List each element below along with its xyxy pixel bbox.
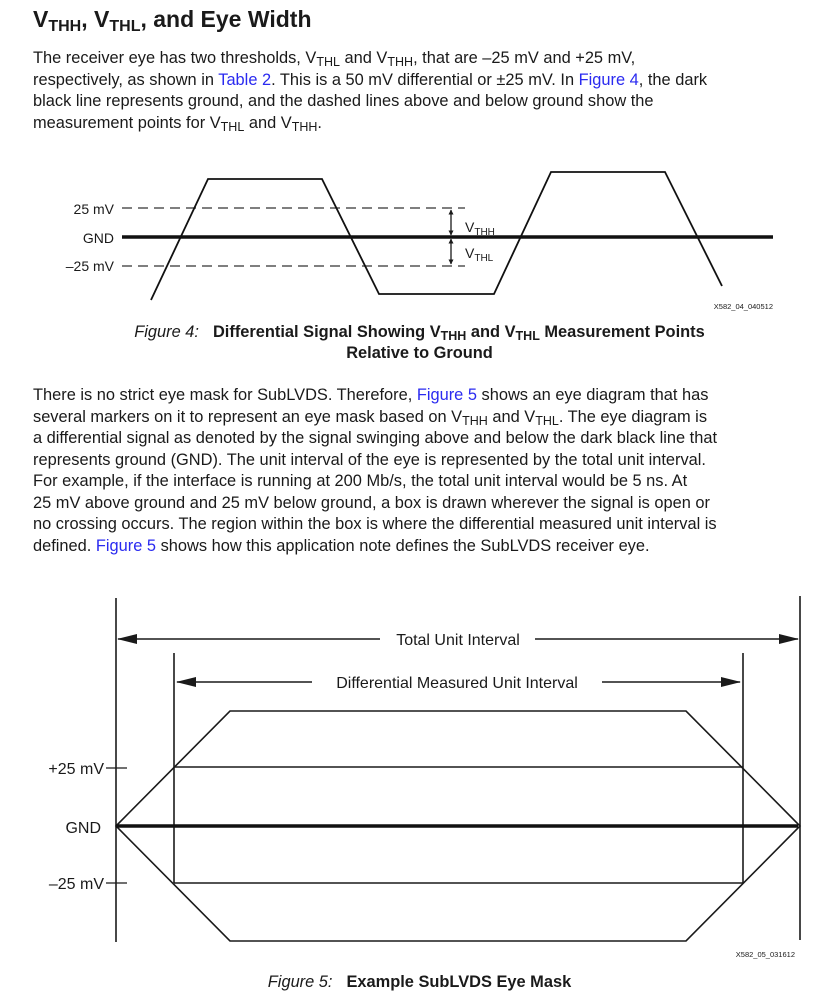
link-figure-5[interactable]: Figure 5 [416,386,477,404]
link-figure-4[interactable]: Figure 4 [578,70,639,89]
paragraph-eye-mask: There is no strict eye mask for SubLVDS. Therefore, Figure 5 shows an eye diagram that has several markers on it to represent an eye mask based on $V_{THH}$ and $V_{THL}$. The eye diagram is a differential signal as denoted by the signal swinging above and below the dark black line that represents ground (GND). The unit interval of the eye is represented by the total unit interval. For example, if the interface is running at 200 Mb/s, the total unit interval would be 5 ns. At 25 mV above ground and 25 mV below ground, a box is drawn wherever the signal is open or no crossing occurs. The region within the box is where the differential measured unit interval is defined. Figure 5 shows how this application note defines the SubLVDS receiver eye. [33,386,718,555]
total-unit-interval-label: Total Unit Interval [396,632,520,649]
figure-5-code: X582_05_031612 [735,950,795,959]
label-vthh: $V_{THH}$ [465,219,495,238]
section-heading: $V_{THH}$, $V_{THL}$, and Eye Width [33,6,312,35]
link-table-2[interactable]: Table 2 [218,70,272,89]
label-vthl: $V_{THL}$ [465,245,494,264]
differential-measured-unit-interval-label: Differential Measured Unit Interval [336,675,578,692]
figure-5-caption: Figure 5: Example SubLVDS Eye Mask [267,973,572,991]
figure-5-eye-mask [0,590,839,960]
label-minus-25mv: –25 mV [48,876,104,893]
figure-4-diagram [0,165,839,315]
label-gnd: GND [65,820,101,837]
figure-4-code: X582_04_040512 [713,302,773,311]
label-gnd: GND [82,230,114,246]
label-minus-25mv: –25 mV [65,258,114,274]
label-25mv: 25 mV [73,201,114,217]
label-plus-25mv: +25 mV [48,761,104,778]
figure-4-caption: Figure 4: Differential Signal Showing $V_{THH}$ and $V_{THL}$ Measurement Points Relative to Ground [134,323,705,362]
link-figure-5-second[interactable]: Figure 5 [95,536,157,555]
paragraph-thresholds: The receiver eye has two thresholds, $V_{THL}$ and $V_{THH}$, that are –25 mV and +25 mV, respectively, as shown in Table 2. This is a 50 mV differential or ±25 mV. In Figure 4, the dark black line represents ground, and the dashed lines above and below ground show the measurement points for $V_{THL}$ and $V_{THH}$. [33,49,708,134]
